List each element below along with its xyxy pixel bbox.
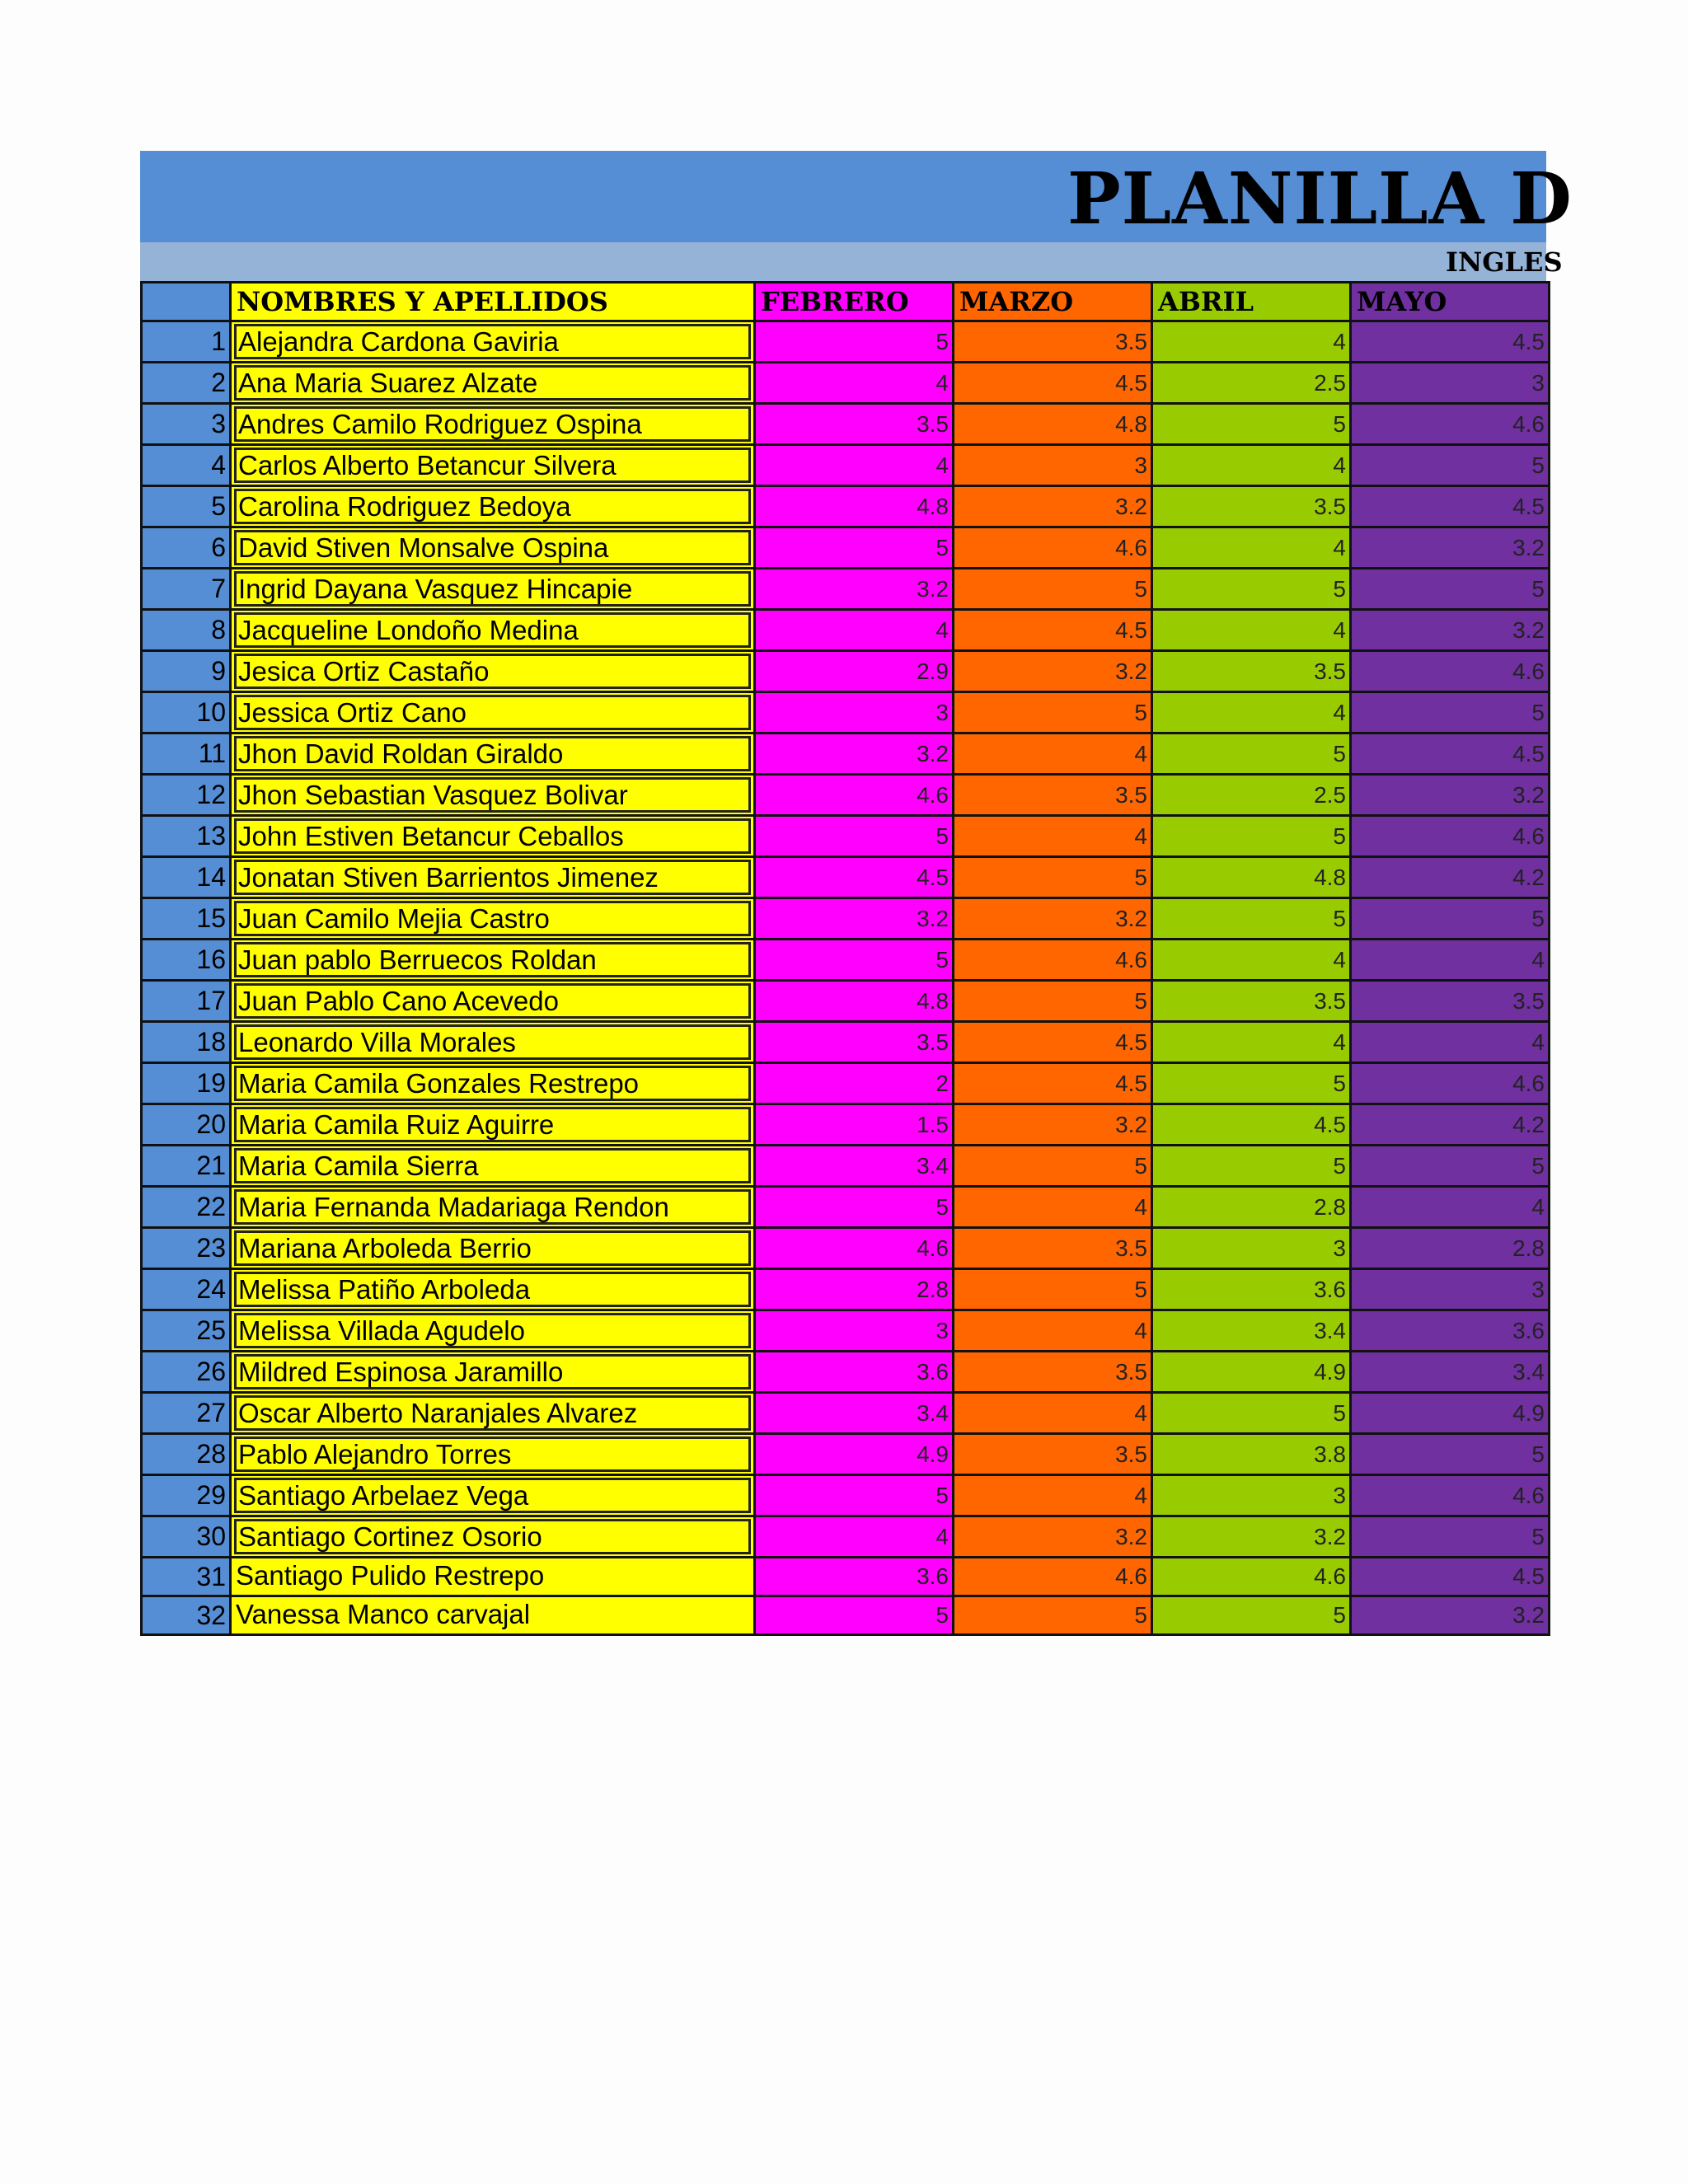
grade-mayo-cell[interactable]: 5 (1351, 569, 1550, 610)
grade-marzo-cell[interactable]: 4.6 (954, 527, 1152, 569)
grade-febrero-cell[interactable]: 4.8 (755, 486, 954, 527)
grade-mayo-cell[interactable]: 4.2 (1351, 857, 1550, 898)
grade-febrero-cell[interactable]: 3.4 (755, 1146, 954, 1187)
student-name: Jonatan Stiven Barrientos Jimenez (234, 860, 751, 895)
student-name-cell[interactable] (231, 733, 755, 775)
table-row (142, 404, 1550, 445)
row-number-cell[interactable]: 23 (142, 1228, 231, 1269)
grade-mayo-cell[interactable]: 3.5 (1351, 981, 1550, 1022)
row-number-cell[interactable]: 22 (142, 1187, 231, 1228)
grade-marzo-cell[interactable]: 3.2 (954, 651, 1152, 692)
grade-marzo-cell[interactable]: 5 (954, 692, 1152, 733)
grade-mayo-cell[interactable]: 4.6 (1351, 651, 1550, 692)
grade-febrero-cell[interactable]: 3.4 (755, 1393, 954, 1434)
grade-abril-cell[interactable]: 5 (1152, 569, 1351, 610)
table-row (142, 527, 1550, 569)
row-number-cell[interactable]: 4 (142, 445, 231, 486)
student-name-cell[interactable] (231, 1310, 755, 1352)
grade-marzo-cell[interactable]: 4.6 (954, 940, 1152, 981)
grade-febrero-cell[interactable]: 2 (755, 1063, 954, 1104)
row-number-cell[interactable]: 27 (142, 1393, 231, 1434)
row-number-cell[interactable]: 29 (142, 1475, 231, 1516)
student-name-cell[interactable] (231, 1434, 755, 1475)
student-name: Oscar Alberto Naranjales Alvarez (234, 1395, 751, 1431)
grades-body (142, 321, 1550, 1635)
grade-febrero-cell[interactable]: 1.5 (755, 1104, 954, 1146)
student-name-cell[interactable] (231, 1269, 755, 1310)
row-number-cell[interactable]: 20 (142, 1104, 231, 1146)
grade-marzo-cell[interactable]: 4 (954, 1393, 1152, 1434)
grade-marzo-cell[interactable]: 3.2 (954, 898, 1152, 940)
student-name-cell[interactable] (231, 981, 755, 1022)
grade-mayo-cell[interactable]: 5 (1351, 1434, 1550, 1475)
grade-marzo-cell[interactable]: 3.5 (954, 1228, 1152, 1269)
student-name-cell[interactable] (231, 1146, 755, 1187)
student-name: Vanessa Manco carvajal (236, 1599, 531, 1629)
grade-febrero-cell[interactable]: 3.6 (755, 1352, 954, 1393)
row-number-cell[interactable]: 13 (142, 816, 231, 857)
grade-mayo-cell[interactable]: 3.4 (1351, 1352, 1550, 1393)
grade-mayo-cell[interactable]: 5 (1351, 692, 1550, 733)
grade-febrero-cell[interactable]: 4 (755, 1516, 954, 1558)
grade-mayo-cell[interactable]: 4.6 (1351, 1475, 1550, 1516)
grade-marzo-cell[interactable]: 3.2 (954, 1516, 1152, 1558)
student-name-cell[interactable] (231, 1022, 755, 1063)
student-name: Jesica Ortiz Castaño (234, 654, 751, 689)
student-name: Maria Camila Ruiz Aguirre (234, 1107, 751, 1142)
grade-marzo-cell[interactable]: 3.2 (954, 1104, 1152, 1146)
student-name-cell[interactable] (231, 569, 755, 610)
student-name: Pablo Alejandro Torres (234, 1436, 751, 1472)
table-row (142, 1352, 1550, 1393)
grade-febrero-cell[interactable]: 3.2 (755, 569, 954, 610)
grade-marzo-cell[interactable]: 4.5 (954, 363, 1152, 404)
student-name-cell[interactable] (231, 527, 755, 569)
grade-mayo-cell[interactable]: 4 (1351, 1022, 1550, 1063)
student-name: Andres Camilo Rodriguez Ospina (234, 406, 751, 442)
grade-marzo-cell[interactable]: 3.5 (954, 1434, 1152, 1475)
grade-abril-cell[interactable]: 4 (1152, 692, 1351, 733)
grade-febrero-cell[interactable]: 4 (755, 445, 954, 486)
student-name: David Stiven Monsalve Ospina (234, 530, 751, 565)
grade-febrero-cell[interactable]: 4.5 (755, 857, 954, 898)
row-number-cell[interactable]: 3 (142, 404, 231, 445)
grade-abril-cell[interactable]: 4 (1152, 1022, 1351, 1063)
grade-febrero-cell[interactable]: 4.6 (755, 1228, 954, 1269)
grade-marzo-cell[interactable]: 4 (954, 1310, 1152, 1352)
grade-febrero-cell[interactable]: 4 (755, 363, 954, 404)
grade-abril-cell[interactable]: 2.8 (1152, 1187, 1351, 1228)
grade-abril-cell[interactable]: 5 (1152, 1393, 1351, 1434)
grade-abril-cell[interactable]: 3.5 (1152, 981, 1351, 1022)
student-name-cell[interactable] (231, 1187, 755, 1228)
table-row (142, 1187, 1550, 1228)
student-name-cell[interactable] (231, 1596, 755, 1635)
student-name-cell[interactable] (231, 692, 755, 733)
student-name: Alejandra Cardona Gaviria (234, 324, 751, 359)
header-abril[interactable]: ABRIL (1152, 283, 1351, 321)
grade-abril-cell[interactable]: 4.9 (1152, 1352, 1351, 1393)
grade-abril-cell[interactable]: 5 (1152, 1063, 1351, 1104)
header-row (142, 283, 1550, 321)
student-name: Juan Camilo Mejia Castro (234, 901, 751, 936)
row-number-cell[interactable]: 28 (142, 1434, 231, 1475)
student-name: Carlos Alberto Betancur Silvera (234, 448, 751, 483)
student-name: Santiago Arbelaez Vega (234, 1478, 751, 1513)
grade-marzo-cell[interactable]: 5 (954, 1269, 1152, 1310)
grade-marzo-cell[interactable]: 3.5 (954, 321, 1152, 363)
table-row (142, 1558, 1550, 1596)
row-number-cell[interactable]: 10 (142, 692, 231, 733)
grade-febrero-cell[interactable]: 4 (755, 610, 954, 651)
row-number-cell[interactable]: 8 (142, 610, 231, 651)
table-row (142, 1228, 1550, 1269)
student-name: Carolina Rodriguez Bedoya (234, 489, 751, 524)
row-number-cell[interactable]: 26 (142, 1352, 231, 1393)
table-row (142, 610, 1550, 651)
grade-abril-cell[interactable]: 3.6 (1152, 1269, 1351, 1310)
grade-mayo-cell[interactable]: 4.5 (1351, 1558, 1550, 1596)
grade-abril-cell[interactable]: 5 (1152, 898, 1351, 940)
grade-abril-cell[interactable]: 3.4 (1152, 1310, 1351, 1352)
grade-mayo-cell[interactable]: 2.8 (1351, 1228, 1550, 1269)
grade-mayo-cell[interactable]: 4 (1351, 940, 1550, 981)
grade-febrero-cell[interactable]: 4.8 (755, 981, 954, 1022)
student-name-cell[interactable] (231, 1352, 755, 1393)
grade-febrero-cell[interactable]: 3 (755, 1310, 954, 1352)
grade-mayo-cell[interactable]: 4.5 (1351, 733, 1550, 775)
table-row (142, 1596, 1550, 1635)
grade-abril-cell[interactable]: 5 (1152, 1596, 1351, 1635)
row-number-cell[interactable]: 19 (142, 1063, 231, 1104)
grade-mayo-cell[interactable]: 5 (1351, 1516, 1550, 1558)
table-row (142, 733, 1550, 775)
row-number-cell[interactable]: 31 (142, 1558, 231, 1596)
grade-abril-cell[interactable]: 4.8 (1152, 857, 1351, 898)
table-row (142, 486, 1550, 527)
student-name: Jacqueline Londoño Medina (234, 612, 751, 648)
student-name-cell[interactable] (231, 1393, 755, 1434)
grade-febrero-cell[interactable]: 4.9 (755, 1434, 954, 1475)
student-name-cell[interactable] (231, 404, 755, 445)
table-row (142, 981, 1550, 1022)
table-row (142, 1104, 1550, 1146)
grade-marzo-cell[interactable]: 4.5 (954, 1022, 1152, 1063)
grade-abril-cell[interactable]: 4 (1152, 610, 1351, 651)
grade-abril-cell[interactable]: 3.2 (1152, 1516, 1351, 1558)
student-name-cell[interactable] (231, 775, 755, 816)
row-number-cell[interactable]: 25 (142, 1310, 231, 1352)
grade-marzo-cell[interactable]: 3.5 (954, 775, 1152, 816)
grade-abril-cell[interactable]: 3 (1152, 1475, 1351, 1516)
subject-label: INGLES (1446, 246, 1563, 278)
grade-abril-cell[interactable]: 4 (1152, 321, 1351, 363)
grade-mayo-cell[interactable]: 4 (1351, 1187, 1550, 1228)
table-row (142, 321, 1550, 363)
grade-marzo-cell[interactable]: 3.5 (954, 1352, 1152, 1393)
table-row (142, 1393, 1550, 1434)
grade-marzo-cell[interactable]: 4 (954, 733, 1152, 775)
grade-febrero-cell[interactable]: 5 (755, 321, 954, 363)
row-number-cell[interactable]: 17 (142, 981, 231, 1022)
student-name: Melissa Patiño Arboleda (234, 1272, 751, 1307)
student-name: John Estiven Betancur Ceballos (234, 818, 751, 854)
row-number-cell[interactable]: 2 (142, 363, 231, 404)
header-marzo[interactable]: MARZO (954, 283, 1152, 321)
grades-table (140, 281, 1550, 1636)
table-row (142, 363, 1550, 404)
table-row (142, 1022, 1550, 1063)
table-row (142, 569, 1550, 610)
header-mayo[interactable]: MAYO (1351, 283, 1550, 321)
grade-marzo-cell[interactable]: 4 (954, 816, 1152, 857)
grade-mayo-cell[interactable]: 4.6 (1351, 404, 1550, 445)
table-row (142, 857, 1550, 898)
student-name: Melissa Villada Agudelo (234, 1313, 751, 1348)
student-name-cell[interactable] (231, 1516, 755, 1558)
row-number-cell[interactable]: 9 (142, 651, 231, 692)
grade-mayo-cell[interactable]: 4.5 (1351, 486, 1550, 527)
grade-marzo-cell[interactable]: 5 (954, 569, 1152, 610)
grade-mayo-cell[interactable]: 3.2 (1351, 610, 1550, 651)
grade-abril-cell[interactable]: 4.5 (1152, 1104, 1351, 1146)
row-number-cell[interactable]: 5 (142, 486, 231, 527)
grade-febrero-cell[interactable]: 5 (755, 816, 954, 857)
student-name-cell[interactable] (231, 1104, 755, 1146)
student-name-cell[interactable] (231, 816, 755, 857)
grade-febrero-cell[interactable]: 5 (755, 940, 954, 981)
row-number-cell[interactable]: 11 (142, 733, 231, 775)
student-name: Santiago Cortinez Osorio (234, 1519, 751, 1554)
grade-mayo-cell[interactable]: 4.5 (1351, 321, 1550, 363)
table-row (142, 1310, 1550, 1352)
grade-mayo-cell[interactable]: 5 (1351, 1146, 1550, 1187)
table-row (142, 1146, 1550, 1187)
student-name-cell[interactable] (231, 486, 755, 527)
student-name: Ingrid Dayana Vasquez Hincapie (234, 571, 751, 607)
table-row (142, 1434, 1550, 1475)
student-name: Jhon Sebastian Vasquez Bolivar (234, 777, 751, 813)
student-name: Santiago Pulido Restrepo (236, 1560, 545, 1591)
grade-abril-cell[interactable]: 3.8 (1152, 1434, 1351, 1475)
student-name-cell[interactable] (231, 1558, 755, 1596)
table-row (142, 775, 1550, 816)
student-name-cell[interactable] (231, 651, 755, 692)
header-febrero[interactable]: FEBRERO (755, 283, 954, 321)
table-row (142, 445, 1550, 486)
grade-abril-cell[interactable]: 2.5 (1152, 363, 1351, 404)
table-row (142, 1063, 1550, 1104)
table-row (142, 1516, 1550, 1558)
grade-marzo-cell[interactable]: 4.5 (954, 1063, 1152, 1104)
student-name: Maria Camila Sierra (234, 1148, 751, 1183)
grade-febrero-cell[interactable]: 3.5 (755, 404, 954, 445)
table-row (142, 940, 1550, 981)
grade-mayo-cell[interactable]: 5 (1351, 445, 1550, 486)
header-number-cell[interactable] (142, 283, 231, 321)
student-name-cell[interactable] (231, 610, 755, 651)
row-number-cell[interactable]: 7 (142, 569, 231, 610)
grade-febrero-cell[interactable]: 5 (755, 1187, 954, 1228)
table-row (142, 898, 1550, 940)
grade-marzo-cell[interactable]: 3 (954, 445, 1152, 486)
grade-abril-cell[interactable]: 5 (1152, 1146, 1351, 1187)
row-number-cell[interactable]: 16 (142, 940, 231, 981)
grade-abril-cell[interactable]: 5 (1152, 816, 1351, 857)
grade-sheet (140, 151, 1573, 1636)
student-name: Juan pablo Berruecos Roldan (234, 942, 751, 977)
student-name: Ana Maria Suarez Alzate (234, 365, 751, 401)
grade-marzo-cell[interactable]: 4.8 (954, 404, 1152, 445)
grade-abril-cell[interactable]: 4 (1152, 940, 1351, 981)
grade-febrero-cell[interactable]: 5 (755, 1596, 954, 1635)
row-number-cell[interactable]: 12 (142, 775, 231, 816)
row-number-cell[interactable]: 30 (142, 1516, 231, 1558)
row-number-cell[interactable]: 18 (142, 1022, 231, 1063)
grade-abril-cell[interactable]: 4.6 (1152, 1558, 1351, 1596)
student-name-cell[interactable] (231, 1475, 755, 1516)
row-number-cell[interactable]: 32 (142, 1596, 231, 1635)
title-band (140, 151, 1573, 242)
grade-marzo-cell[interactable]: 4.6 (954, 1558, 1152, 1596)
student-name-cell[interactable] (231, 445, 755, 486)
row-number-cell[interactable]: 21 (142, 1146, 231, 1187)
student-name-cell[interactable] (231, 321, 755, 363)
sheet-title: PLANILLA D (1067, 157, 1573, 241)
student-name-cell[interactable] (231, 1063, 755, 1104)
grade-abril-cell[interactable]: 4 (1152, 527, 1351, 569)
grade-marzo-cell[interactable]: 4 (954, 1187, 1152, 1228)
grade-febrero-cell[interactable]: 3.5 (755, 1022, 954, 1063)
grade-mayo-cell[interactable]: 3 (1351, 1269, 1550, 1310)
grade-marzo-cell[interactable]: 5 (954, 1146, 1152, 1187)
grade-febrero-cell[interactable]: 3.2 (755, 898, 954, 940)
grade-mayo-cell[interactable]: 4.9 (1351, 1393, 1550, 1434)
table-row (142, 1269, 1550, 1310)
student-name: Maria Fernanda Madariaga Rendon (234, 1189, 751, 1225)
row-number-cell[interactable]: 15 (142, 898, 231, 940)
grade-febrero-cell[interactable]: 5 (755, 527, 954, 569)
grade-abril-cell[interactable]: 4 (1152, 445, 1351, 486)
header-names[interactable]: NOMBRES Y APELLIDOS (231, 283, 755, 321)
grade-mayo-cell[interactable]: 3.2 (1351, 775, 1550, 816)
grade-marzo-cell[interactable]: 5 (954, 857, 1152, 898)
grade-febrero-cell[interactable]: 2.8 (755, 1269, 954, 1310)
grade-febrero-cell[interactable]: 3.6 (755, 1558, 954, 1596)
grade-mayo-cell[interactable]: 4.2 (1351, 1104, 1550, 1146)
grade-marzo-cell[interactable]: 4.5 (954, 610, 1152, 651)
student-name-cell[interactable] (231, 857, 755, 898)
student-name-cell[interactable] (231, 1228, 755, 1269)
grade-febrero-cell[interactable]: 3.2 (755, 733, 954, 775)
grade-mayo-cell[interactable]: 3.2 (1351, 527, 1550, 569)
student-name: Mariana Arboleda Berrio (234, 1230, 751, 1266)
row-number-cell[interactable]: 24 (142, 1269, 231, 1310)
row-number-cell[interactable]: 6 (142, 527, 231, 569)
grade-febrero-cell[interactable]: 3 (755, 692, 954, 733)
grade-marzo-cell[interactable]: 5 (954, 981, 1152, 1022)
student-name: Jessica Ortiz Cano (234, 695, 751, 730)
student-name: Juan Pablo Cano Acevedo (234, 983, 751, 1019)
grade-mayo-cell[interactable]: 3 (1351, 363, 1550, 404)
student-name: Mildred Espinosa Jaramillo (234, 1354, 751, 1390)
table-row (142, 692, 1550, 733)
grade-mayo-cell[interactable]: 3.6 (1351, 1310, 1550, 1352)
grade-marzo-cell[interactable]: 4 (954, 1475, 1152, 1516)
student-name: Jhon David Roldan Giraldo (234, 736, 751, 771)
grade-abril-cell[interactable]: 2.5 (1152, 775, 1351, 816)
grade-febrero-cell[interactable]: 4.6 (755, 775, 954, 816)
row-number-cell[interactable]: 1 (142, 321, 231, 363)
grade-abril-cell[interactable]: 3.5 (1152, 486, 1351, 527)
student-name: Leonardo Villa Morales (234, 1024, 751, 1060)
student-name: Maria Camila Gonzales Restrepo (234, 1066, 751, 1101)
grade-abril-cell[interactable]: 5 (1152, 404, 1351, 445)
table-row (142, 651, 1550, 692)
grade-marzo-cell[interactable]: 3.2 (954, 486, 1152, 527)
row-number-cell[interactable]: 14 (142, 857, 231, 898)
grade-febrero-cell[interactable]: 5 (755, 1475, 954, 1516)
student-name-cell[interactable] (231, 898, 755, 940)
table-row (142, 816, 1550, 857)
grade-marzo-cell[interactable]: 5 (954, 1596, 1152, 1635)
subtitle-band (140, 242, 1563, 281)
grade-febrero-cell[interactable]: 2.9 (755, 651, 954, 692)
grade-mayo-cell[interactable]: 4.6 (1351, 816, 1550, 857)
table-row (142, 1475, 1550, 1516)
grade-mayo-cell[interactable]: 3.2 (1351, 1596, 1550, 1635)
grade-abril-cell[interactable]: 3.5 (1152, 651, 1351, 692)
grade-mayo-cell[interactable]: 5 (1351, 898, 1550, 940)
student-name-cell[interactable] (231, 940, 755, 981)
grade-mayo-cell[interactable]: 4.6 (1351, 1063, 1550, 1104)
grade-abril-cell[interactable]: 3 (1152, 1228, 1351, 1269)
student-name-cell[interactable] (231, 363, 755, 404)
grade-abril-cell[interactable]: 5 (1152, 733, 1351, 775)
